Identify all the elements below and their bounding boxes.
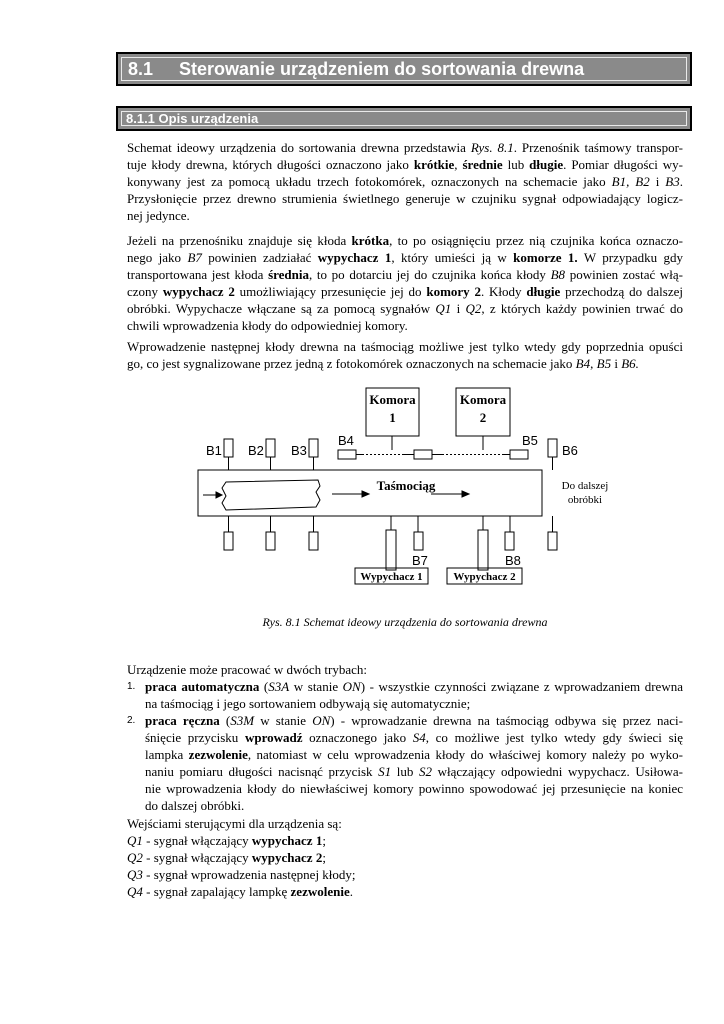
sensor-label-b5: B5	[522, 433, 538, 448]
sensor-label-b2: B2	[248, 443, 264, 458]
sensor-label-b6: B6	[562, 443, 578, 458]
section-title: Sterowanie urządzeniem do sortowania drewna	[179, 58, 585, 79]
paragraph-sorting-logic: Jeżeli na przenośniku znajduje się kłoda krótka, to po osiągnięciu przez nią czujnika końca oznaczo- nego jako B7 powinien zadziałać wypychacz 1, który umieści ją w komorze 1. W przypadku gdy transportowana jest kłoda średnia, to po dotarciu jej do czujnika końca kłody B8 powinien zostać włą- czony wypychacz 2 umożliwiający przesunięcie jej do komory 2. Kłody długie przechodzą do dalszej obróbki. Wypychacze włączane są za pomocą sygnałów Q1 i Q2, z których każdy powinien trwać do chwili wprowadzenia kłody do odpowiedniej komory.	[127, 233, 683, 333]
exit-label-line1: Do dalszej	[561, 480, 609, 492]
figure-caption: Rys. 8.1 Schemat ideowy urządzenia do sortowania drewna	[262, 615, 548, 629]
chamber-1-label: Komora	[369, 392, 416, 407]
sensor-label-b8: B8	[505, 553, 521, 568]
sensor-label-b4: B4	[338, 433, 354, 448]
sensor-label-b3: B3	[291, 443, 307, 458]
mode-automatic: 1. praca automatyczna (S3A w stanie ON) - wszystkie czynności związane z wprowadzaniem drewna na taśmociąg i jego sortowaniem odbywają się automatycznie;	[127, 679, 683, 711]
modes-section	[127, 661, 683, 814]
conveyor-label: Taśmociąg	[376, 478, 436, 493]
paragraph-next-log: Wprowadzenie następnej kłody drewna na taśmociąg możliwe jest tylko wtedy gdy poprzednia opuści go, co jest sygnalizowane przez jedną z fotokomórek oznaczonych na schemacie jako B4, B5 i B6.	[127, 339, 683, 371]
pusher-1-label: Wypychacz 1	[360, 571, 423, 583]
pusher-1-body	[386, 530, 396, 570]
chamber-2-label: Komora	[459, 392, 507, 407]
sensor-label-b7: B7	[412, 553, 428, 568]
output-q3: Q3 - sygnał wprowadzenia następnej kłody;	[127, 867, 356, 882]
subsection-title: 8.1.1 Opis urządzenia	[126, 111, 259, 126]
exit-label-line2: obróbki	[567, 494, 603, 506]
log-shape	[222, 480, 320, 510]
output-q2: Q2 - sygnał włączający wypychacz 2;	[127, 850, 326, 865]
output-q4: Q4 - sygnał zapalający lampkę zezwolenie.	[127, 884, 353, 899]
chamber-2-number: 2	[479, 410, 487, 425]
paragraph-description: Schemat ideowy urządzenia do sortowania drewna przedstawia Rys. 8.1. Przenośnik taśmowy transpor- tuje kłody drewna, których długości oznaczono jako krótkie, średnie lub długie. Pomiar długości wy- konywany jest za pomocą układu trzech fotokomórek, oznaczonych na schemacie jako B1, B2 i B3. Przysłonięcie przez drewno strumienia świetlnego generuje w czujniku sygnał odpowiadający logicz- nej jedynce.	[127, 140, 683, 223]
pusher-2-label: Wypychacz 2	[453, 571, 516, 583]
mode-manual: 2. praca ręczna (S3M w stanie ON) - wprowadzanie drewna na taśmociąg odbywa się przez naci- śnięcie przycisku wprowadź oznaczonego jako S4, co możliwe jest tylko wtedy gdy świeci się lampka zezwolenie, natomiast w celu wprowadzenia kłody do właściwej komory należy po wyko- naniu pomiaru długości nacisnąć przycisk S1 lub S2 włączający odpowiedni wypychacz. Usiłowa- nie wprowadzenia kłody do niewłaściwej komory powinno spowodować jej przesunięcie na koniec do dalszej obróbki.	[127, 713, 684, 813]
outputs-section	[127, 815, 683, 900]
pusher-2-body	[478, 530, 488, 570]
outputs-intro: Wejściami sterującymi dla urządzenia są:	[127, 816, 342, 831]
chamber-1-number: 1	[389, 410, 396, 425]
sensor-label-b1: B1	[206, 443, 222, 458]
section-number: 8.1	[128, 58, 154, 79]
output-q1: Q1 - sygnał włączający wypychacz 1;	[127, 833, 326, 848]
modes-intro: Urządzenie może pracować w dwóch trybach:	[127, 662, 368, 677]
